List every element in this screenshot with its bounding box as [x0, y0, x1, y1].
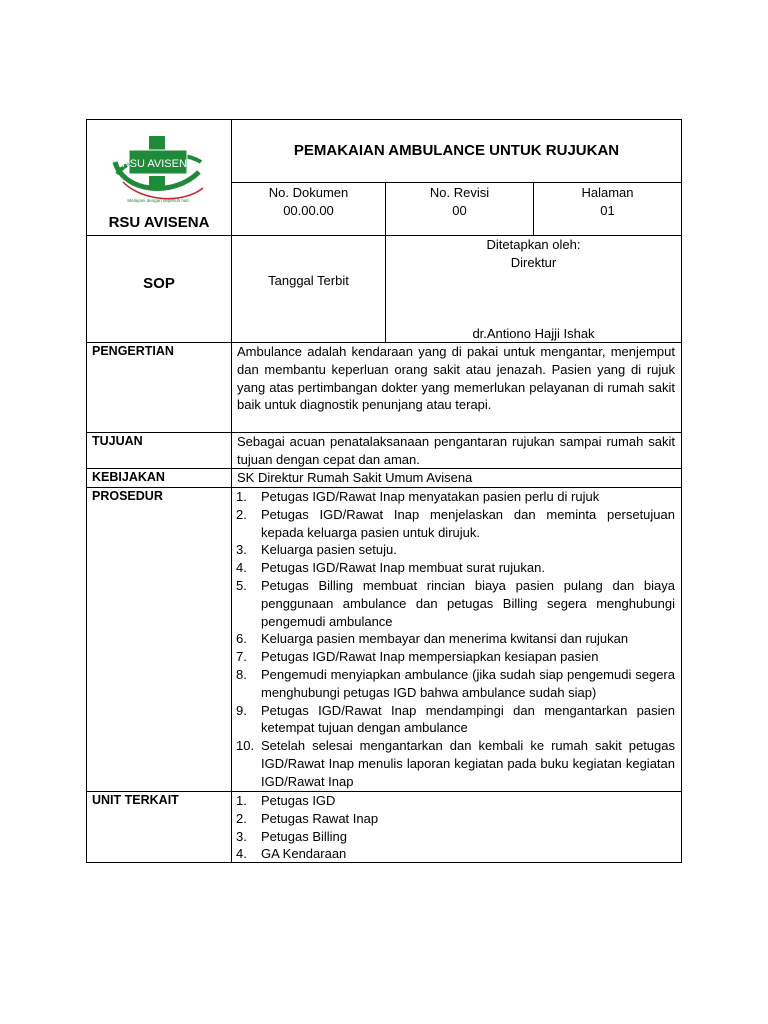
unit-terkait-label: UNIT TERKAIT — [92, 793, 179, 807]
doc-number — [232, 183, 385, 220]
prosedur-step — [236, 737, 675, 790]
prosedur-label: PROSEDUR — [92, 489, 163, 503]
prosedur-step-number: 8. — [236, 666, 247, 682]
prosedur-step-number: 6. — [236, 631, 247, 647]
pengertian-label: PENGERTIAN — [92, 344, 174, 358]
kebijakan-text: SK Direktur Rumah Sakit Umum Avisena — [237, 470, 473, 485]
prosedur-step — [236, 559, 675, 577]
unit-item-text: GA Kendaraan — [261, 846, 347, 862]
prosedur-step-number: 2. — [236, 506, 247, 522]
hospital-name: RSU AVISENA — [108, 214, 210, 231]
prosedur-step — [236, 488, 675, 506]
set-by-label: Ditetapkan oleh: — [486, 237, 581, 252]
issue-date-label: Tanggal Terbit — [268, 273, 349, 288]
prosedur-step-text: Petugas IGD/Rawat Inap menjelaskan dan meminta persetujuan kepada keluarga pasien untuk dirujuk. — [261, 506, 675, 540]
prosedur-step — [236, 630, 675, 648]
prosedur-step-text: Petugas IGD/Rawat Inap mendampingi dan mengantarkan pasien ketempat tujuan dengan ambulance — [261, 702, 675, 736]
unit-item-number: 1. — [236, 793, 247, 808]
prosedur-step — [236, 648, 675, 666]
unit-item — [236, 810, 675, 828]
prosedur-list — [236, 488, 675, 791]
hospital-logo-icon — [103, 132, 213, 212]
unit-item-number: 3. — [236, 828, 247, 844]
unit-item — [236, 845, 675, 863]
prosedur-step-text: Petugas Billing membuat rincian biaya pasien pulang dan biaya penggunaan ambulance dan petugas Billing segera menghubungi pengemudi ambulance — [261, 577, 675, 629]
prosedur-step — [236, 577, 675, 630]
tujuan-text: Sebagai acuan penatalaksanaan pengantaran rujukan sampai rumah sakit tujuan dengan cepat dan aman. — [237, 434, 675, 467]
unit-terkait-list — [236, 792, 675, 863]
page-label: Halaman — [581, 185, 634, 200]
logo-motto: Melayani dengan sepenuh hati — [127, 198, 189, 203]
revision-label: No. Revisi — [429, 185, 490, 200]
approval-block — [386, 236, 681, 342]
unit-item — [236, 792, 675, 810]
pengertian-text: Ambulance adalah kendaraan yang di pakai untuk mengantar, menjemput dan membantu keperluan orang sakit atau jenazah. Pasien yang di rujuk yang atas pertimbangan dokter yang memerlukan pelayanan di rumah sakit baik untuk diagnostik penunjang atau terapi. — [237, 344, 675, 413]
prosedur-step — [236, 506, 675, 542]
prosedur-step — [236, 666, 675, 702]
doc-number-label: No. Dokumen — [268, 185, 349, 200]
set-by-name: dr.Antiono Hajji Ishak — [472, 326, 595, 341]
prosedur-step-number: 9. — [236, 702, 247, 718]
prosedur-step-text: Keluarga pasien membayar dan menerima kwitansi dan rujukan — [261, 631, 629, 647]
unit-item-text: Petugas Rawat Inap — [261, 810, 379, 826]
logo-cell — [87, 120, 231, 235]
prosedur-step-number: 7. — [236, 649, 247, 665]
set-by-role: Direktur — [510, 255, 557, 270]
revision-number — [386, 183, 533, 220]
page-value: 01 — [600, 203, 615, 218]
prosedur-step-text: Pengemudi menyiapkan ambulance (jika sudah siap pengemudi segera menghubungi petugas IGD bahwa ambulance sudah siap) — [261, 666, 675, 700]
prosedur-step-text: Setelah selesai mengantarkan dan kembali ke rumah sakit petugas IGD/Rawat Inap menulis laporan kegiatan pada buku kegiatan kegiatan IGD/Rawat Inap — [261, 738, 675, 789]
prosedur-step-text: Keluarga pasien setuju. — [261, 542, 397, 558]
prosedur-step-number: 10. — [236, 738, 255, 754]
revision-value: 00 — [452, 203, 467, 218]
prosedur-step-text: Petugas IGD/Rawat Inap mempersiapkan kesiapan pasien — [261, 649, 599, 665]
prosedur-step — [236, 702, 675, 738]
prosedur-step-text: Petugas IGD/Rawat Inap menyatakan pasien perlu di rujuk — [261, 489, 600, 504]
doc-number-value: 00.00.00 — [283, 203, 334, 218]
unit-item-text: Petugas Billing — [261, 828, 347, 844]
prosedur-step-number: 4. — [236, 560, 247, 576]
tujuan-label: TUJUAN — [92, 434, 143, 448]
prosedur-step-number: 5. — [236, 577, 247, 593]
unit-item — [236, 828, 675, 846]
logo-text: RSU AVISENA — [121, 158, 195, 170]
prosedur-step-number: 3. — [236, 542, 247, 558]
document-title: PEMAKAIAN AMBULANCE UNTUK RUJUKAN — [293, 142, 620, 159]
unit-item-number: 2. — [236, 810, 247, 826]
unit-item-text: Petugas IGD — [261, 793, 336, 808]
prosedur-step-number: 1. — [236, 489, 247, 504]
unit-item-number: 4. — [236, 846, 247, 862]
prosedur-step-text: Petugas IGD/Rawat Inap membuat surat rujukan. — [261, 560, 545, 576]
sop-label: SOP — [143, 275, 175, 292]
kebijakan-label: KEBIJAKAN — [92, 470, 165, 484]
prosedur-step — [236, 541, 675, 559]
page-number — [534, 183, 681, 220]
